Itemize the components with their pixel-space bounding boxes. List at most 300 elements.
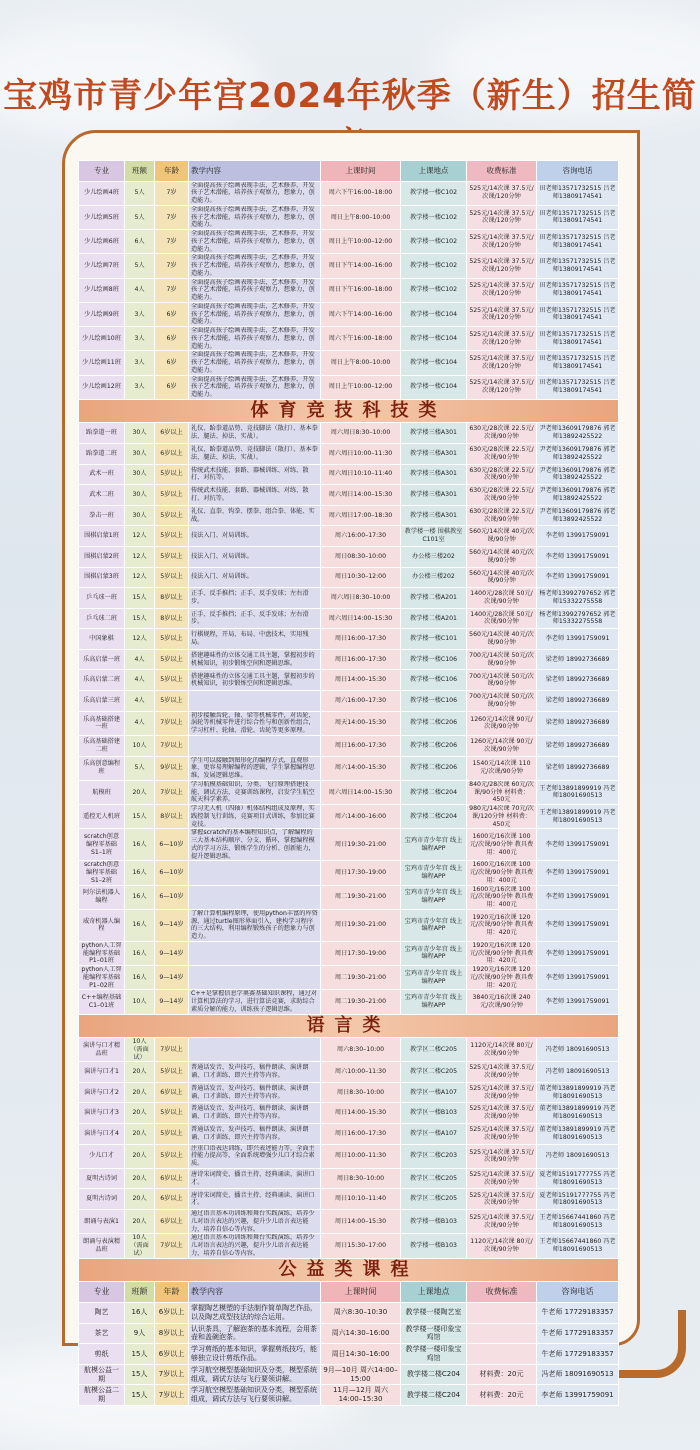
cell-location: 教学楼二楼C206 bbox=[401, 735, 467, 756]
cell-location: 教学楼一楼C104 bbox=[401, 351, 467, 375]
cell-contact: 董老师13891899919 冯老师18091690513 bbox=[537, 1103, 619, 1124]
cell-content: 注重口语表达训练，即兴表述能力等，全面主持能力提高等，全面系统增强少儿口才综合素质。 bbox=[189, 1144, 321, 1168]
cell-class-size: 20人 bbox=[125, 1210, 155, 1234]
cell-content: 初步接触齿轮、轴、梁等机械零件，对齿轮、涡轮等机械零件进行综合性与和创新性组合，学习杠杆、轮轴、滑轮、齿轮等更多原理。 bbox=[189, 711, 321, 735]
cell-fee: 840元/28次课 60元/次课/90分钟 材料费：450元 bbox=[467, 780, 537, 804]
cell-content: 了解计算机编程原理，使用python丰富的库资源，通过turtle图形界面引入，建构学习程序的三大结构，利用编程锻炼孩子的想象力与创造力。 bbox=[189, 909, 321, 941]
table-row bbox=[79, 464, 619, 485]
cell-age: 7岁以上 bbox=[155, 711, 189, 735]
cell-contact: 冯老师 18091690513 bbox=[537, 1038, 619, 1062]
cell-time: 周日08:30–10:00 bbox=[321, 546, 401, 567]
cell-class-size: 15人 bbox=[125, 805, 155, 829]
cell-major: 少儿绘画4班 bbox=[79, 181, 125, 205]
cell-location: 教学楼一楼C102 bbox=[401, 205, 467, 229]
cell-class-size: 20人 bbox=[125, 1124, 155, 1145]
cell-time: 周二19:30–21:00 bbox=[321, 966, 401, 990]
schedule-body bbox=[79, 161, 619, 1406]
cell-location: 教学楼一楼C104 bbox=[401, 302, 467, 326]
cell-contact: 田老师13571732515 吕老师13809174541 bbox=[537, 254, 619, 278]
cell-major: 围棋启蒙1班 bbox=[79, 526, 125, 547]
column-header-contact: 咨询电话 bbox=[537, 161, 619, 182]
cell-contact: 尹老师13609179876 郭老师13892425522 bbox=[537, 505, 619, 526]
cell-location: 教学楼二楼C204 bbox=[401, 1385, 467, 1406]
cell-fee: 1400元/28次课 50元/次课/90分钟 bbox=[467, 608, 537, 629]
cell-contact: 李老师 13991759091 bbox=[537, 629, 619, 650]
cell-class-size: 5人 bbox=[125, 181, 155, 205]
cell-contact: 梁老师 18992736689 bbox=[537, 649, 619, 670]
cell-time: 周日10:30–12:00 bbox=[321, 567, 401, 588]
cell-contact: 李老师 13991759091 bbox=[537, 941, 619, 965]
cell-content: 全面提高孩子绘画表现手法，艺术修养，开发孩子艺术潜能，培养孩子观察力，想象力，创造能力。 bbox=[189, 254, 321, 278]
cell-major: 少儿绘画11班 bbox=[79, 351, 125, 375]
cell-class-size: 16人 bbox=[125, 1303, 155, 1324]
cell-major: 夏明古诗词 bbox=[79, 1168, 125, 1189]
cell-age: 6岁以上 bbox=[155, 1189, 189, 1210]
cell-time: 周日15:30–17:00 bbox=[321, 1234, 401, 1258]
cell-contact: 夏老师15191777755 冯老师18091690513 bbox=[537, 1168, 619, 1189]
cell-content: 传统武术技能、套路、器械训练、对练、散打、对抗等。 bbox=[189, 485, 321, 506]
table-row bbox=[79, 526, 619, 547]
table-header-row bbox=[79, 161, 619, 182]
cell-major: 乒乓球二班 bbox=[79, 608, 125, 629]
cell-major: python人工智能编程零基础P1–01班 bbox=[79, 941, 125, 965]
cell-location: 教学楼一楼C106 bbox=[401, 670, 467, 691]
cell-major: 阿尔法机器人编程 bbox=[79, 885, 125, 909]
cell-major: 威奇机器人编程 bbox=[79, 909, 125, 941]
cell-time: 周日16:00–17:30 bbox=[321, 735, 401, 756]
table-row bbox=[79, 966, 619, 990]
cell-contact: 牛老师 17729183357 bbox=[537, 1323, 619, 1344]
cell-class-size: 4人 bbox=[125, 670, 155, 691]
cell-contact: 梁老师 18992736689 bbox=[537, 756, 619, 780]
table-row bbox=[79, 1210, 619, 1234]
cell-contact: 田老师13571732515 吕老师13809174541 bbox=[537, 205, 619, 229]
cell-fee: 材料费：20元 bbox=[467, 1385, 537, 1406]
cell-major: 航模公益一期 bbox=[79, 1364, 125, 1385]
cell-location: 教学楼二楼C204 bbox=[401, 780, 467, 804]
cell-class-size: 12人 bbox=[125, 546, 155, 567]
cell-fee: 3840元/16次课 240元/次课/90分钟 bbox=[467, 990, 537, 1014]
cell-fee bbox=[467, 1344, 537, 1365]
section-title: 公益类课程 bbox=[79, 1258, 619, 1282]
table-row bbox=[79, 885, 619, 909]
section-band bbox=[79, 399, 619, 423]
cell-content: 认识茶具，了解泡茶的基本流程，会用茶壶和盖碗泡茶。 bbox=[189, 1323, 321, 1344]
cell-age: 6岁以上 bbox=[155, 1210, 189, 1234]
cell-time: 周六14:30–16:00 bbox=[321, 1323, 401, 1344]
cell-class-size: 15人 bbox=[125, 1344, 155, 1365]
cell-time: 周六8:30–10:00 bbox=[321, 1038, 401, 1062]
cell-contact: 尹老师13609179876 郭老师13892425522 bbox=[537, 464, 619, 485]
cell-time: 周日17:30–19:00 bbox=[321, 941, 401, 965]
table-row bbox=[79, 1323, 619, 1344]
cell-major: 乐高创意编程班 bbox=[79, 756, 125, 780]
cell-time: 周六周日17:00–18:30 bbox=[321, 505, 401, 526]
cell-contact: 冯老师 18091690513 bbox=[537, 1144, 619, 1168]
table-row bbox=[79, 588, 619, 609]
cell-age: 5岁以上 bbox=[155, 546, 189, 567]
cell-location: 教学楼一楼B103 bbox=[401, 1210, 467, 1234]
cell-age: 7岁以上 bbox=[155, 1038, 189, 1062]
cell-age: 5岁以上 bbox=[155, 1103, 189, 1124]
cell-fee: 630元/28次课 22.5元/次课/90分钟 bbox=[467, 423, 537, 444]
column-header-major: 专业 bbox=[79, 161, 125, 182]
cell-location: 宝鸡市青少年宫 线上编程APP bbox=[401, 909, 467, 941]
cell-contact: 李老师 13991759091 bbox=[537, 567, 619, 588]
cell-time: 周日16:00–17:30 bbox=[321, 1124, 401, 1145]
cell-content: 掌握scratch的基本编程知识点，了解编程的三大基本结构顺序、分支、循环，掌握编程模式的学习方法，锻炼学生的分析、创新能力，提升逻辑思维。 bbox=[189, 829, 321, 861]
cell-time: 周六下午16:00–18:00 bbox=[321, 181, 401, 205]
cell-time: 周六周日14:00–15:30 bbox=[321, 608, 401, 629]
table-row bbox=[79, 327, 619, 351]
cell-content bbox=[189, 941, 321, 965]
cell-major: 少儿绘画6班 bbox=[79, 230, 125, 254]
cell-age: 7岁以上 bbox=[155, 780, 189, 804]
table-row bbox=[79, 1385, 619, 1406]
cell-fee: 525元/14次课 37.5元/次课/120分钟 bbox=[467, 351, 537, 375]
cell-fee: 630元/28次课 22.5元/次课/90分钟 bbox=[467, 505, 537, 526]
column-header-age: 年龄 bbox=[155, 161, 189, 182]
cell-time: 周六14:00–15:30 bbox=[321, 756, 401, 780]
cell-content: 学习航空模型基础知识及分类，模型系统组成，调试方法与飞行要领讲解。 bbox=[189, 1385, 321, 1406]
schedule-table bbox=[78, 160, 619, 1406]
schedule-sheet bbox=[78, 160, 618, 1406]
table-row bbox=[79, 1062, 619, 1083]
cell-location: 教学楼二楼C206 bbox=[401, 756, 467, 780]
cell-location: 教学楼三楼A301 bbox=[401, 464, 467, 485]
cell-fee: 525元/14次课 37.5元/次课/120分钟 bbox=[467, 254, 537, 278]
cell-major: 演讲与口才2 bbox=[79, 1082, 125, 1103]
cell-class-size: 20人 bbox=[125, 1168, 155, 1189]
cell-class-size: 30人 bbox=[125, 485, 155, 506]
cell-content bbox=[189, 1038, 321, 1062]
cell-content: 唐诗宋词简史、播音主持、经典诵读、演讲口才。 bbox=[189, 1168, 321, 1189]
cell-major: 乐高基础搭建一班 bbox=[79, 711, 125, 735]
table-row bbox=[79, 375, 619, 399]
cell-location: 教学区二楼C205 bbox=[401, 1168, 467, 1189]
cell-location: 教学楼三楼A301 bbox=[401, 505, 467, 526]
cell-content: 全面提高孩子绘画表现手法，艺术修养，开发孩子艺术潜能，培养孩子观察力，想象力，创造能力。 bbox=[189, 327, 321, 351]
cell-content: 全面提高孩子绘画表现手法，艺术修养，开发孩子艺术潜能，培养孩子观察力，想象力，创造能力。 bbox=[189, 278, 321, 302]
cell-major: 乐高基础搭建二班 bbox=[79, 735, 125, 756]
cell-class-size: 20人 bbox=[125, 780, 155, 804]
cell-fee: 525元/14次课 37.5元/次课/120分钟 bbox=[467, 327, 537, 351]
column-header-class-size: 班额 bbox=[125, 161, 155, 182]
cell-fee: 525元/14次课 37.5元/次课/120分钟 bbox=[467, 181, 537, 205]
cell-contact: 李老师 13991759091 bbox=[537, 990, 619, 1014]
table-row bbox=[79, 1344, 619, 1365]
table-row bbox=[79, 546, 619, 567]
table-row bbox=[79, 485, 619, 506]
table-row bbox=[79, 1038, 619, 1062]
cell-location: 教学楼一楼 围棋教室C101室 bbox=[401, 526, 467, 547]
cell-content: 全面提高孩子绘画表现手法，艺术修养，开发孩子艺术潜能，培养孩子观察力，想象力，创造能力。 bbox=[189, 351, 321, 375]
cell-fee: 560元/14次课 40元/次课/90分钟 bbox=[467, 567, 537, 588]
cell-class-size: 16人 bbox=[125, 861, 155, 885]
cell-major: C++编程基础C1–01班 bbox=[79, 990, 125, 1014]
column-header-class-size: 班额 bbox=[125, 1282, 155, 1303]
cell-age: 5岁以上 bbox=[155, 485, 189, 506]
cell-time: 周日上午8:00–10:00 bbox=[321, 351, 401, 375]
table-row bbox=[79, 505, 619, 526]
cell-age: 7岁以上 bbox=[155, 1234, 189, 1258]
table-row bbox=[79, 861, 619, 885]
cell-contact: 田老师13571732515 吕老师13809174541 bbox=[537, 302, 619, 326]
cell-age: 9—14岁 bbox=[155, 990, 189, 1014]
table-row bbox=[79, 780, 619, 804]
cell-location: 教学区二楼C203 bbox=[401, 1144, 467, 1168]
cell-contact: 田老师13571732515 吕老师13809174541 bbox=[537, 230, 619, 254]
cell-location: 教学区一楼A107 bbox=[401, 1082, 467, 1103]
cell-age: 7岁 bbox=[155, 278, 189, 302]
cell-contact: 冯老师 18091690513 bbox=[537, 1062, 619, 1083]
cell-location: 教学楼三楼A301 bbox=[401, 423, 467, 444]
cell-age: 6—10岁 bbox=[155, 885, 189, 909]
cell-fee: 1920元/16次课 120元/次课/90分钟 教具费用：420元 bbox=[467, 941, 537, 965]
cell-major: 少儿绘画5班 bbox=[79, 205, 125, 229]
cell-contact: 李老师 13991759091 bbox=[537, 966, 619, 990]
cell-time: 周六14:00–16:00 bbox=[321, 805, 401, 829]
cell-location: 教学楼一楼C104 bbox=[401, 375, 467, 399]
cell-major: scratch创意编程零基础S1–1班 bbox=[79, 829, 125, 861]
cell-content: 学习无人机（四轴）机体结构组成及原理，实践控制飞行训练，竞赛项目式训练，参加比赛竞技。 bbox=[189, 805, 321, 829]
cell-class-size: 15人 bbox=[125, 1385, 155, 1406]
cell-location: 办公楼三楼202 bbox=[401, 567, 467, 588]
cell-fee: 525元/14次课 37.5元/次课/90分钟 bbox=[467, 1082, 537, 1103]
cell-fee: 630元/28次课 22.5元/次课/90分钟 bbox=[467, 443, 537, 464]
cell-major: 跆拳道一班 bbox=[79, 423, 125, 444]
cell-location: 宝鸡市青少年宫 线上编程APP bbox=[401, 990, 467, 1014]
column-header-location: 上课地点 bbox=[401, 1282, 467, 1303]
cell-major: scratch创意编程零基础S1–2班 bbox=[79, 861, 125, 885]
cell-time: 周日8:30–10:00 bbox=[321, 1082, 401, 1103]
cell-time: 周天14:00–15:30 bbox=[321, 711, 401, 735]
cell-fee: 630元/28次课 22.5元/次课/90分钟 bbox=[467, 464, 537, 485]
table-row bbox=[79, 423, 619, 444]
cell-class-size: 20人 bbox=[125, 1144, 155, 1168]
cell-class-size: 3人 bbox=[125, 375, 155, 399]
cell-time: 周六下午16:00–18:00 bbox=[321, 327, 401, 351]
cell-age: 5岁以上 bbox=[155, 629, 189, 650]
section-band bbox=[79, 1258, 619, 1282]
cell-content: 礼仪、直拳、钩拳、摆拳、组合拳、体能、实战。 bbox=[189, 505, 321, 526]
cell-fee: 525元/14次课 37.5元/次课/90分钟 bbox=[467, 1124, 537, 1145]
cell-content bbox=[189, 885, 321, 909]
cell-fee: 560元/14次课 40元/次课/90分钟 bbox=[467, 526, 537, 547]
table-row bbox=[79, 756, 619, 780]
table-row bbox=[79, 805, 619, 829]
cell-time: 周六8:30–10:30 bbox=[321, 1303, 401, 1324]
cell-content: 技法入门、对局训练。 bbox=[189, 567, 321, 588]
cell-location: 教学楼三楼A301 bbox=[401, 485, 467, 506]
cell-major: 乐高启蒙二班 bbox=[79, 670, 125, 691]
cell-fee bbox=[467, 1303, 537, 1324]
column-header-content: 教学内容 bbox=[189, 161, 321, 182]
cell-age: 6岁以上 bbox=[155, 1303, 189, 1324]
section-title: 语言类 bbox=[79, 1014, 619, 1038]
cell-major: 跆拳道二班 bbox=[79, 443, 125, 464]
cell-location: 教学楼一楼C102 bbox=[401, 181, 467, 205]
table-row bbox=[79, 1124, 619, 1145]
cell-class-size: 10人 bbox=[125, 735, 155, 756]
table-row bbox=[79, 629, 619, 650]
cell-contact: 梁老师 18992736689 bbox=[537, 711, 619, 735]
cell-location: 办公楼三楼202 bbox=[401, 546, 467, 567]
table-row bbox=[79, 735, 619, 756]
cell-contact: 田老师13571732515 吕老师13809174541 bbox=[537, 327, 619, 351]
table-row bbox=[79, 691, 619, 712]
table-row bbox=[79, 1189, 619, 1210]
table-row bbox=[79, 1364, 619, 1385]
cell-fee: 560元/14次课 40元/次课/90分钟 bbox=[467, 546, 537, 567]
cell-fee: 1400元/28次课 50元/次课/90分钟 bbox=[467, 588, 537, 609]
cell-age: 5岁以上 bbox=[155, 649, 189, 670]
cell-location: 宝鸡市青少年宫 线上编程APP bbox=[401, 885, 467, 909]
cell-fee: 525元/14次课 37.5元/次课/90分钟 bbox=[467, 1210, 537, 1234]
cell-contact: 梁老师 18992736689 bbox=[537, 670, 619, 691]
cell-time: 周日上午10:00–12:00 bbox=[321, 375, 401, 399]
cell-class-size: 20人 bbox=[125, 1082, 155, 1103]
cell-contact: 夏老师15191777755 冯老师18091690513 bbox=[537, 1189, 619, 1210]
cell-contact: 李老师 13991759091 bbox=[537, 829, 619, 861]
cell-content: 传统武术技能、套路、器械训练、对练、散打、对抗等。 bbox=[189, 464, 321, 485]
cell-fee: 525元/14次课 37.5元/次课/120分钟 bbox=[467, 278, 537, 302]
cell-content: 通过语言基本功训练和舞台实践演练，培养少儿对语言表达的兴趣，提升少儿语言表达能力，培养自信心等内容。 bbox=[189, 1234, 321, 1258]
cell-age: 6岁 bbox=[155, 351, 189, 375]
cell-content: 行棋规程，开局、布局、中盘技术，实用残局。 bbox=[189, 629, 321, 650]
cell-time: 周六下午14:00–16:00 bbox=[321, 302, 401, 326]
cell-major: 少儿绘画12班 bbox=[79, 375, 125, 399]
cell-time: 周二19:30–21:00 bbox=[321, 990, 401, 1014]
cell-contact: 杨老师13992797652 郭老师15332275558 bbox=[537, 588, 619, 609]
cell-fee: 525元/14次课 37.5元/次课/120分钟 bbox=[467, 205, 537, 229]
frame-ribbon bbox=[618, 1310, 686, 1378]
cell-location: 教学楼二楼C204 bbox=[401, 805, 467, 829]
cell-location: 教学楼一楼C102 bbox=[401, 254, 467, 278]
cell-class-size: 16人 bbox=[125, 909, 155, 941]
cell-fee: 1260元/14次课 90元/次课/90分钟 bbox=[467, 735, 537, 756]
cell-fee: 560元/14次课 40元/次课/90分钟 bbox=[467, 629, 537, 650]
cell-content: 学生可以接触到图形化的编程方式，直观形象，更容易理解编程的逻辑，学生掌握编程思维，发展逻辑思维。 bbox=[189, 756, 321, 780]
cell-class-size: 15人 bbox=[125, 1364, 155, 1385]
cell-time: 周日14:00–15:30 bbox=[321, 1210, 401, 1234]
cell-contact: 牛老师 17729183357 bbox=[537, 1344, 619, 1365]
cell-major: 茶艺 bbox=[79, 1323, 125, 1344]
cell-contact: 李老师 13991759091 bbox=[537, 546, 619, 567]
column-header-fee: 收费标准 bbox=[467, 161, 537, 182]
cell-contact: 田老师13571732515 吕老师13809174541 bbox=[537, 181, 619, 205]
cell-major: 朗诵与表演精品班 bbox=[79, 1234, 125, 1258]
column-header-fee: 收费标准 bbox=[467, 1282, 537, 1303]
cell-major: 乐高启蒙三班 bbox=[79, 691, 125, 712]
cell-class-size: 12人 bbox=[125, 629, 155, 650]
cell-class-size: 10人 bbox=[125, 990, 155, 1014]
cell-contact: 董老师13891899919 冯老师18091690513 bbox=[537, 1124, 619, 1145]
cell-time: 周日16:00–17:30 bbox=[321, 649, 401, 670]
cell-major: 朗诵与表演1 bbox=[79, 1210, 125, 1234]
cell-major: 少儿绘画8班 bbox=[79, 278, 125, 302]
cell-major: 少儿绘画9班 bbox=[79, 302, 125, 326]
section-title: 体育竞技科技类 bbox=[79, 399, 619, 423]
table-row bbox=[79, 1144, 619, 1168]
cell-location: 教学区一楼B103 bbox=[401, 1103, 467, 1124]
cell-content bbox=[189, 966, 321, 990]
cell-content: 全面提高孩子绘画表现手法，艺术修养，开发孩子艺术潜能，培养孩子观察力，想象力，创造能力。 bbox=[189, 181, 321, 205]
cell-class-size: 15人 bbox=[125, 608, 155, 629]
cell-location: 教学楼一楼C106 bbox=[401, 649, 467, 670]
cell-time: 周日14:00–15:30 bbox=[321, 670, 401, 691]
cell-class-size: 10人（需面试） bbox=[125, 1234, 155, 1258]
cell-fee: 525元/14次课 37.5元/次课/90分钟 bbox=[467, 1062, 537, 1083]
cell-fee: 525元/14次课 37.5元/次课/120分钟 bbox=[467, 230, 537, 254]
cell-major: 少儿绘画7班 bbox=[79, 254, 125, 278]
cell-class-size: 5人 bbox=[125, 254, 155, 278]
cell-age: 5岁以上 bbox=[155, 526, 189, 547]
table-row bbox=[79, 990, 619, 1014]
cell-time: 周日10:10–11:40 bbox=[321, 1189, 401, 1210]
cell-contact: 梁老师 18992736689 bbox=[537, 735, 619, 756]
cell-content: 礼仪、跆拳道品势、竞技脚法（散打）、基本拳法、腿法、掉法、实战）。 bbox=[189, 423, 321, 444]
table-row bbox=[79, 1234, 619, 1258]
cell-class-size: 9人 bbox=[125, 1323, 155, 1344]
cell-location: 教学楼一楼印象宝鸡馆 bbox=[401, 1344, 467, 1365]
cell-age: 7岁 bbox=[155, 254, 189, 278]
cell-location: 教学楼一楼C102 bbox=[401, 230, 467, 254]
cell-time: 11月—12月 周六14:00–15:30 bbox=[321, 1385, 401, 1406]
cell-content: 唐诗宋词简史、播音主持、经典诵读、演讲口才。 bbox=[189, 1189, 321, 1210]
cell-fee: 1600元/16次课 100元/次课/90分钟 教具费用：400元 bbox=[467, 829, 537, 861]
cell-fee: 525元/14次课 37.5元/次课/90分钟 bbox=[467, 1144, 537, 1168]
cell-time: 周日14:00–15:30 bbox=[321, 1103, 401, 1124]
cell-time: 周六周日8:30–10:00 bbox=[321, 423, 401, 444]
cell-class-size: 16人 bbox=[125, 941, 155, 965]
cell-fee: 1260元/14次课 90元/次课/90分钟 bbox=[467, 711, 537, 735]
cell-location: 教学楼一楼C102 bbox=[401, 278, 467, 302]
cell-time: 周日下午16:00–18:00 bbox=[321, 278, 401, 302]
cell-location: 教学楼一楼C101 bbox=[401, 629, 467, 650]
cell-age: 5岁以上 bbox=[155, 691, 189, 712]
cell-time: 周六16:00–17:30 bbox=[321, 526, 401, 547]
cell-location: 教学楼二楼C206 bbox=[401, 711, 467, 735]
cell-content: 正手、反手推挡；正手、反手发球；左右滑步。 bbox=[189, 588, 321, 609]
cell-fee: 1920元/16次课 120元/次课/90分钟 教具费用：420元 bbox=[467, 966, 537, 990]
table-row bbox=[79, 254, 619, 278]
cell-content: 正手、反手推挡；正手、反手发球；左右滑步。 bbox=[189, 608, 321, 629]
cell-major: 演讲与口才1 bbox=[79, 1062, 125, 1083]
cell-class-size: 6人 bbox=[125, 230, 155, 254]
cell-major: 拳击一班 bbox=[79, 505, 125, 526]
cell-time: 周日上午10:00–12:00 bbox=[321, 230, 401, 254]
table-row bbox=[79, 1303, 619, 1324]
cell-class-size: 30人 bbox=[125, 423, 155, 444]
cell-contact: 王老师13891899919 冯老师18091690513 bbox=[537, 805, 619, 829]
column-header-age: 年龄 bbox=[155, 1282, 189, 1303]
table-row bbox=[79, 181, 619, 205]
cell-age: 9—14岁 bbox=[155, 909, 189, 941]
cell-age: 5岁以上 bbox=[155, 464, 189, 485]
cell-age: 5岁以上 bbox=[155, 1124, 189, 1145]
cell-location: 教学区一楼A107 bbox=[401, 1124, 467, 1145]
cell-age: 5岁以上 bbox=[155, 670, 189, 691]
cell-fee: 980元/14次课 70元/次课/120分钟 材料费：450元 bbox=[467, 805, 537, 829]
cell-major: 中国象棋 bbox=[79, 629, 125, 650]
cell-time: 周日19:30–21:00 bbox=[321, 909, 401, 941]
cell-location: 教学楼一楼陶艺室 bbox=[401, 1303, 467, 1324]
cell-age: 8岁以上 bbox=[155, 805, 189, 829]
table-row bbox=[79, 302, 619, 326]
cell-major: 演讲与口才4 bbox=[79, 1124, 125, 1145]
cell-time: 周日19:30–21:00 bbox=[321, 829, 401, 861]
